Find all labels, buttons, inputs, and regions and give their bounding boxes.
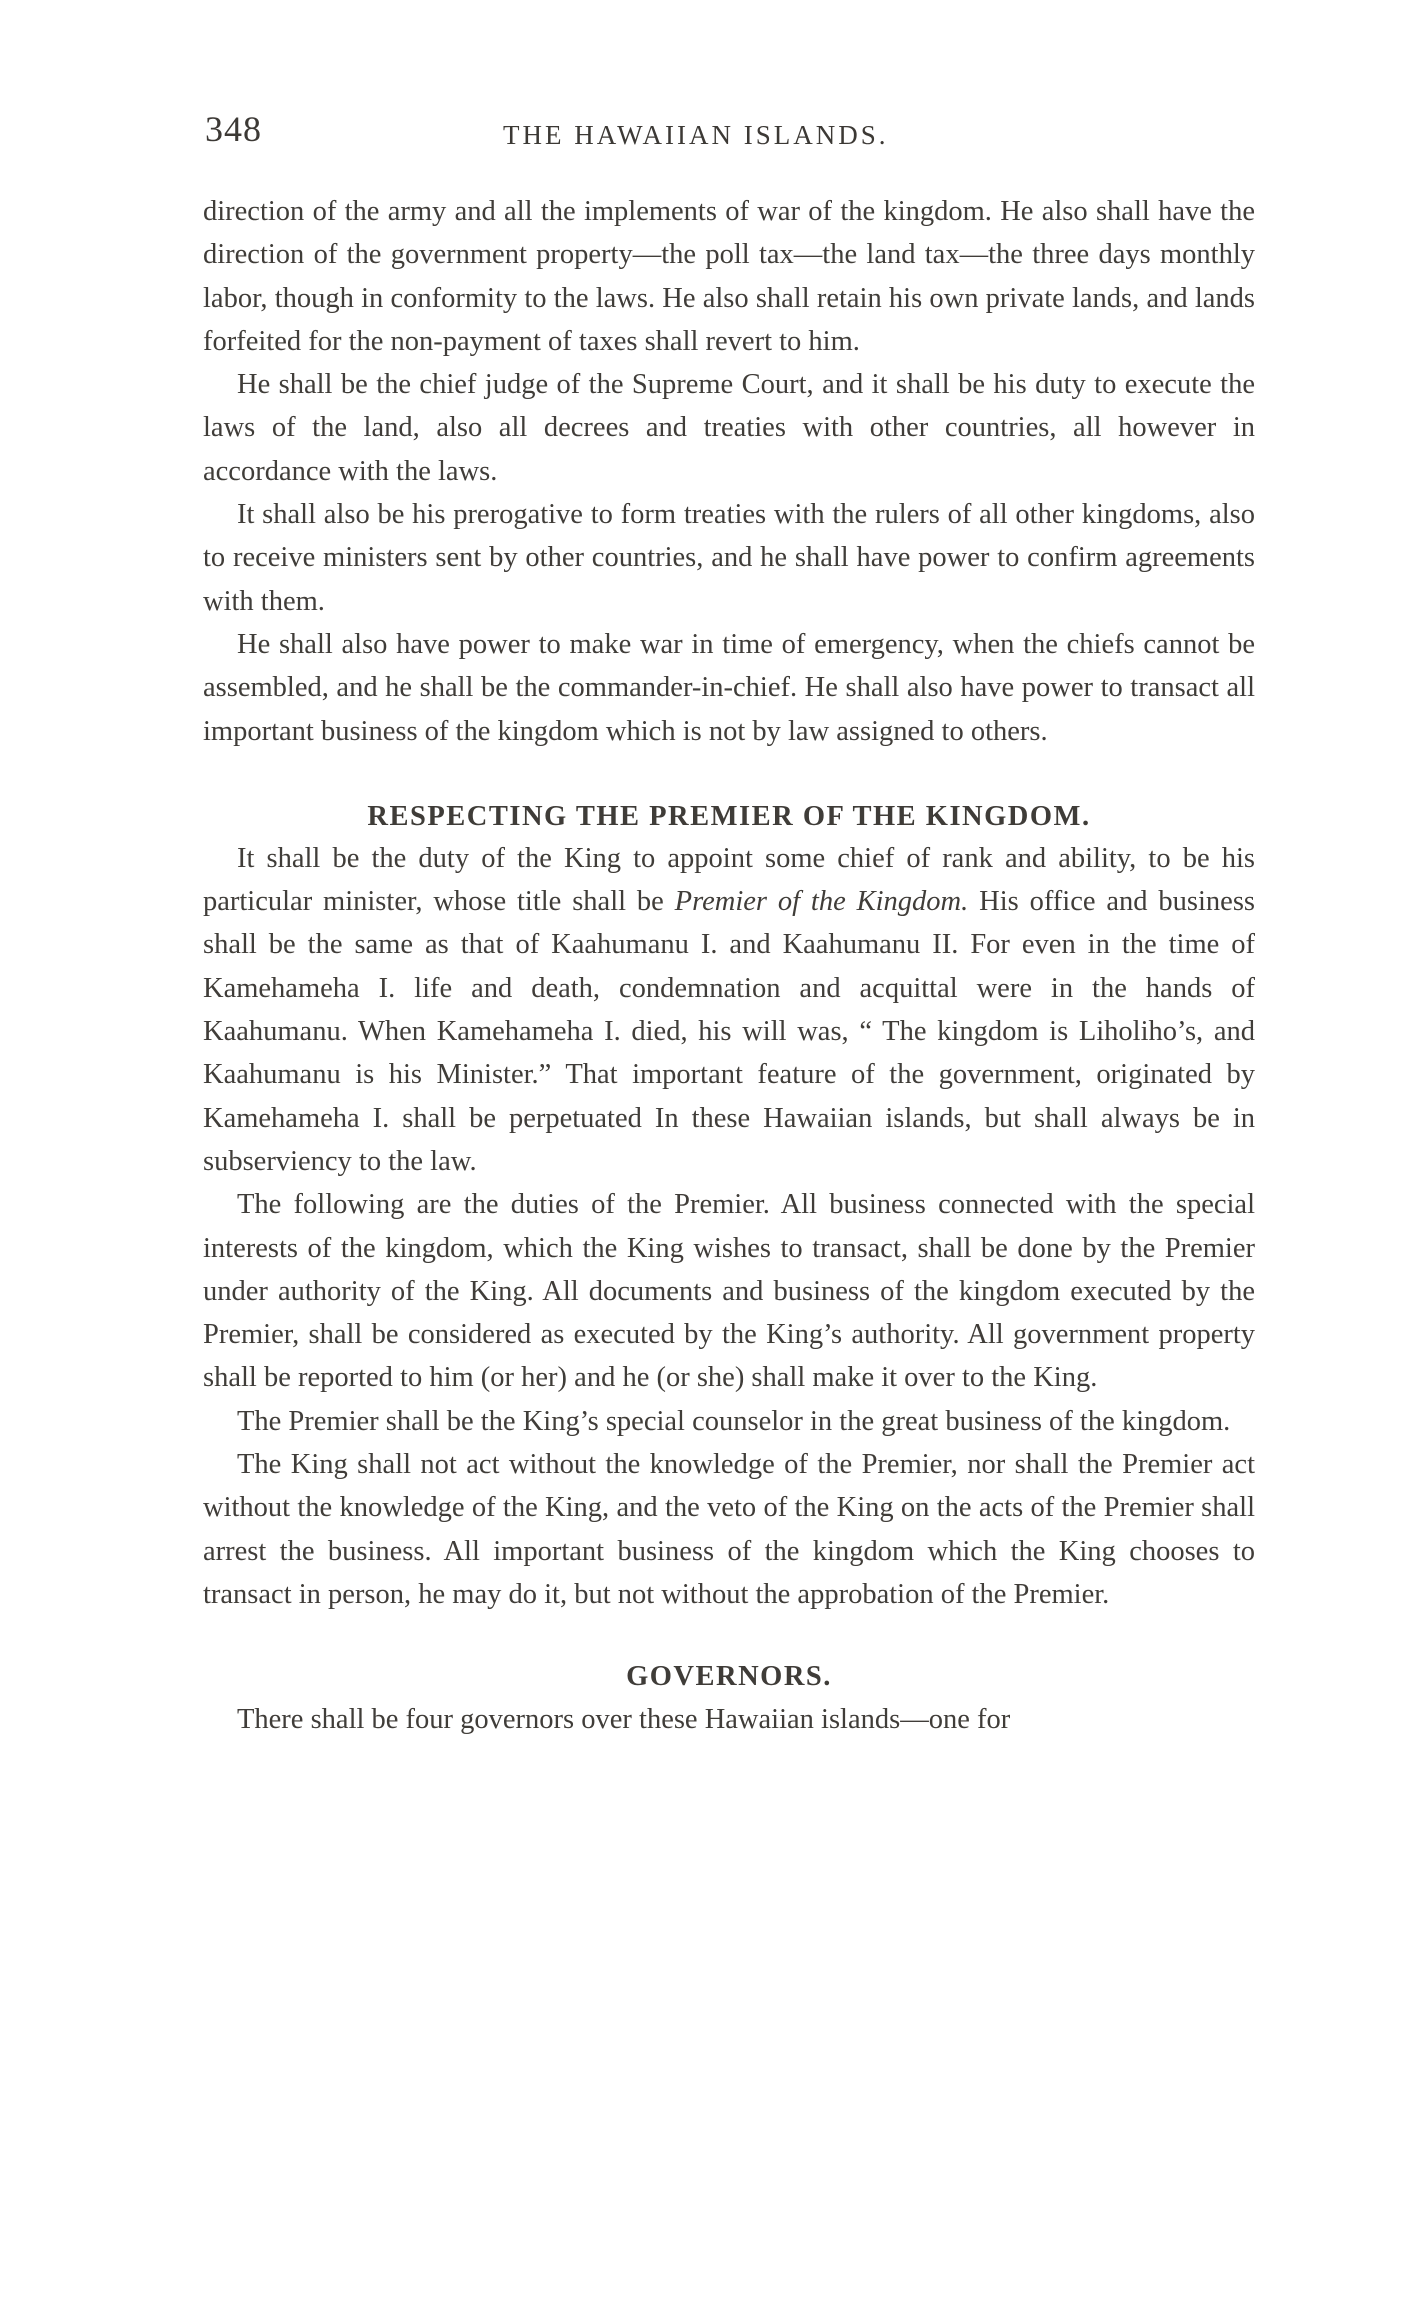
section-heading-governors: GOVERNORS. — [626, 1661, 832, 1693]
paragraph-treaties: It shall also be his prerogative to form treaties with the rulers of all other kingdoms, also to receive ministers sent by other countries, and he shall have power to confirm agreements with them. — [203, 499, 1255, 617]
paragraph-premier-appointment — [203, 837, 1255, 1183]
body-text — [203, 190, 1255, 1742]
running-head — [205, 108, 1260, 158]
paragraph-premier-text-b: His office and business shall be the same as that of Kaahumanu I. and Kaahumanu II. For even in the time of Kamehameha I. life and death, condemnation and acquittal were in the hands of Kaahumanu. When Kamehameha I. died, his will was, “ The kingdom is Liholiho’s, and Kaahumanu is his Minister.” That important feature of the government, originated by Kamehameha I. shall be perpetuated In these Hawaiian islands, but shall always be in subserviency to the law. — [203, 886, 1255, 1177]
premier-title: Premier of the Kingdom. — [674, 886, 969, 918]
paragraph-premier-duties: The following are the duties of the Premier. All business connected with the special interests of the kingdom, which the King wishes to transact, shall be done by the Premier under authority of the King. All documents and business of the kingdom executed by the Premier, shall be considered as executed by the King’s authority. All government property shall be reported to him (or her) and he (or she) shall make it over to the King. — [203, 1189, 1255, 1394]
paragraph-king-premier-knowledge: The King shall not act without the knowledge of the Premier, nor shall the Premier act without the knowledge of the King, and the veto of the King on the acts of the Premier shall arrest the business. All important business of the kingdom which the King chooses to transact in person, he may do it, but not without the approbation of the Premier. — [203, 1449, 1255, 1610]
paragraph-chief-judge: He shall be the chief judge of the Supreme Court, and it shall be his duty to execute the laws of the land, also all decrees and treaties with other countries, all however in accordance with the laws. — [203, 369, 1255, 487]
paragraph-governors: There shall be four governors over these Hawaiian islands—one for — [237, 1704, 1011, 1736]
paragraph-premier-text-a: It shall be the duty of the King to appoint some chief of rank and ability, to be his particular minister, whose title shall be — [203, 842, 1255, 918]
page-number: 348 — [205, 109, 262, 149]
paragraph-premier-counselor: The Premier shall be the King’s special counselor in the great business of the kingdom. — [237, 1405, 1231, 1437]
paragraph-army-direction: direction of the army and all the implements of war of the kingdom. He also shall have the direction of the government property—the poll tax—the land tax—the three days monthly labor, though in conformity to the laws. He also shall retain his own private lands, and lands forfeited for the non-payment of taxes shall revert to him. — [203, 196, 1255, 357]
paragraph-war-powers: He shall also have power to make war in time of emergency, when the chiefs cannot be assembled, and he shall be the commander-in-chief. He shall also have power to transact all important business of the kingdom which is not by law assigned to others. — [203, 628, 1255, 747]
section-heading-premier: RESPECTING THE PREMIER OF THE KINGDOM. — [367, 800, 1091, 832]
running-title: THE HAWAIIAN ISLANDS. — [503, 120, 889, 150]
